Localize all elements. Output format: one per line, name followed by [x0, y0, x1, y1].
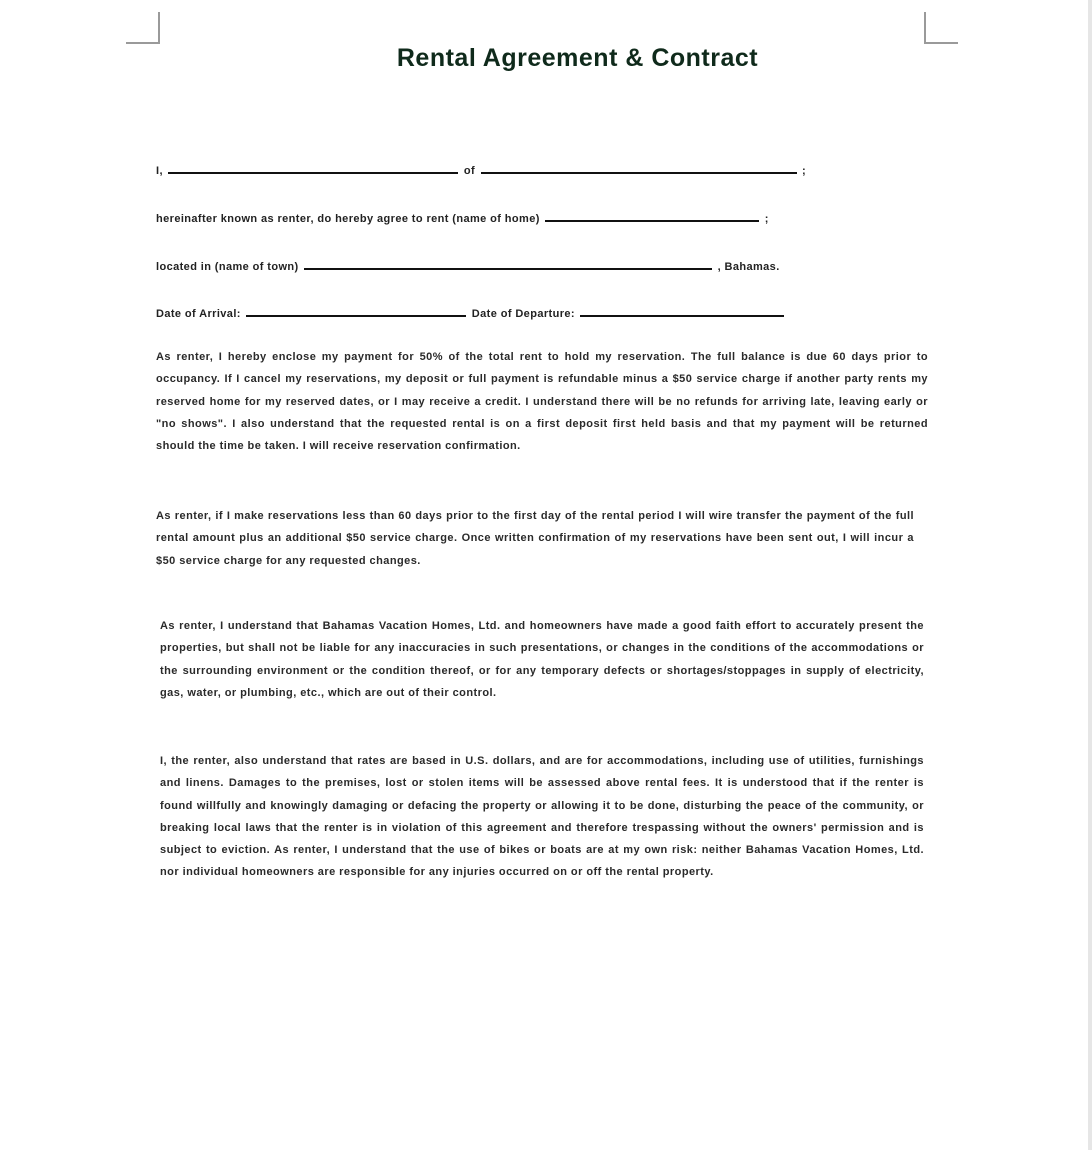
- document-title: Rental Agreement & Contract: [396, 44, 759, 72]
- home-field-row: [156, 209, 769, 225]
- renter-name-blank[interactable]: [168, 161, 458, 174]
- of-label: of: [463, 165, 476, 177]
- paragraph-deposit-terms: As renter, I hereby enclose my payment for 50% of the total rent to hold my reservation. The full balance is due 60 days prior to occupancy. If I cancel my reservations, my deposit or full payment is refundable minus a $50 service charge if another party rents my reserved home for my reserved dates, or I may receive a credit. I understand there will be no refunds for arriving late, leaving early or "no shows". I also understand that the requested rental is on a first deposit first held basis and that my payment will be returned should the time be taken. I will receive reservation confirmation.: [156, 351, 928, 453]
- name-field-row: [156, 161, 806, 177]
- row1-suffix: ;: [801, 165, 807, 177]
- departure-label: Date of Departure:: [471, 308, 575, 320]
- town-label: located in (name of town): [156, 261, 299, 273]
- dates-field-row: [156, 304, 786, 320]
- margin-corner-mark-right: [924, 12, 958, 44]
- name-label: I,: [156, 165, 163, 177]
- home-name-blank[interactable]: [545, 209, 759, 222]
- town-suffix: , Bahamas.: [717, 261, 780, 273]
- town-name-blank[interactable]: [304, 257, 712, 270]
- home-label: hereinafter known as renter, do hereby agree to rent (name of home): [156, 213, 540, 225]
- margin-corner-mark-left: [126, 12, 160, 44]
- row2-suffix: ;: [764, 213, 769, 225]
- paragraph-late-reservations: As renter, if I make reservations less than 60 days prior to the first day of the rental period I will wire transfer the payment of the full rental amount plus an additional $50 service charge. Once written confirmation of my reservations have been sent out, I will incur a $50 service charge for any requested changes.: [156, 510, 914, 567]
- arrival-date-blank[interactable]: [246, 304, 466, 317]
- paragraph-liability: As renter, I understand that Bahamas Vacation Homes, Ltd. and homeowners have made a good faith effort to accurately present the properties, but shall not be liable for any inaccuracies in such presentations, or changes in the conditions of the accommodations or the surrounding environment or the condition thereof, or for any temporary defects or shortages/stoppages in supply of electricity, gas, water, or plumbing, etc., which are out of their control.: [160, 620, 924, 699]
- departure-date-blank[interactable]: [580, 304, 784, 317]
- town-field-row: [156, 257, 780, 273]
- paragraph-rates-and-conduct: I, the renter, also understand that rates are based in U.S. dollars, and are for accommodations, including use of utilities, furnishings and linens. Damages to the premises, lost or stolen items will be assessed above rental fees. It is understood that if the renter is found willfully and knowingly damaging or defacing the property or allowing it to be done, disturbing the peace of the community, or breaking local laws that the renter is in violation of this agreement and therefore trespassing without the owners' permission and is subject to eviction. As renter, I understand that the use of bikes or boats are at my own risk: neither Bahamas Vacation Homes, Ltd. nor individual homeowners are responsible for any injuries occurred on or off the rental property.: [160, 755, 924, 879]
- renter-address-blank[interactable]: [481, 161, 797, 174]
- page-edge: [1088, 0, 1092, 1150]
- arrival-label: Date of Arrival:: [156, 308, 241, 320]
